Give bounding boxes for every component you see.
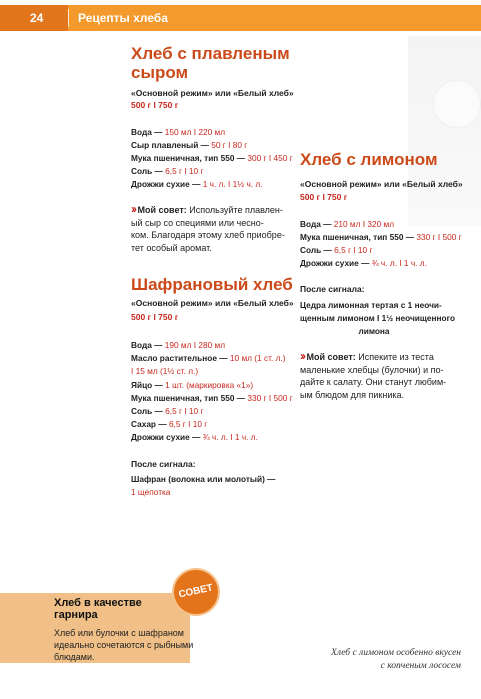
ingredient-name: Дрожжи сухие (131, 432, 190, 442)
ingredient-row: Соль — 6,5 г I 10 г (131, 166, 204, 176)
recipe1-mode: «Основной режим» или «Белый хлеб» (131, 88, 294, 98)
ingredient-row: Соль — 6,5 г I 10 г (300, 245, 373, 255)
tip-label: Мой совет: (137, 205, 187, 215)
ingredient-row: Дрожжи сухие — ¾ ч. л. I 1 ч. л. (300, 258, 427, 268)
photo-caption: Хлеб с лимоном особенно вкусен с копченым лососем (331, 648, 461, 671)
ingredient-row: Сыр плавленый — 50 г I 80 г (131, 140, 248, 150)
recipe3-size: 500 г I 750 г (300, 192, 348, 202)
ingredient-row: Яйцо — 1 шт. (маркировка «1») (131, 380, 254, 390)
ingredient-row: Мука пшеничная, тип 550 — 300 г I 450 г (131, 153, 293, 163)
ingredient-name: Вода (131, 127, 152, 137)
ingredient-amount: ¾ ч. л. I 1 ч. л. (371, 258, 427, 268)
ingredient-amount: 190 мл I 280 мл (164, 340, 226, 350)
ingredient-name: Яйцо (131, 380, 153, 390)
recipe1-title (131, 44, 290, 82)
page-header (0, 0, 481, 35)
ingredient-name: Дрожжи сухие (131, 179, 190, 189)
after-signal-item: Шафран (волокна или молотый) — (131, 474, 276, 484)
chevron-right-icon: ›› (131, 202, 135, 216)
after-signal-amount: 1 щепотка (131, 487, 171, 497)
ingredient-amount: 1 ч. л. I 1½ ч. л. (202, 179, 263, 189)
ingredient-row: Соль — 6,5 г I 10 г (131, 406, 204, 416)
recipe1-size: 500 г I 750 г (131, 100, 179, 110)
ingredient-amount: 6,5 г I 10 г (334, 245, 373, 255)
ingredient-name: Соль (131, 166, 153, 176)
header-separator (68, 9, 69, 27)
recipe3-title: Хлеб с лимоном (300, 150, 438, 169)
tip-line: ым блюдом для пикника. (300, 389, 405, 400)
ingredient-row: Вода — 190 мл I 280 мл (131, 340, 226, 350)
tip-box-title: Хлеб в качестве гарнира (54, 597, 142, 621)
ingredient-amount: 150 мл I 220 мл (164, 127, 226, 137)
recipe1-tip (131, 203, 291, 254)
ingredient-row: Мука пшеничная, тип 550 — 330 г I 500 г (131, 393, 293, 403)
after-signal-text: Цедра лимонная тертая с 1 неочи- щенным лимоном I 1½ неочищенного лимона (300, 300, 456, 336)
page-number: 24 (0, 5, 68, 31)
ingredient-row: Дрожжи сухие — ¾ ч. л. I 1 ч. л. (131, 432, 258, 442)
tip-line: Испеките из теста (358, 352, 434, 362)
ingredient-name: Дрожжи сухие (300, 258, 359, 268)
ingredient-name: Сыр плавленый (131, 140, 199, 150)
recipe2-title: Шафрановый хлеб (131, 275, 293, 294)
tip-line: Используйте плавлен- (189, 205, 283, 215)
ingredient-row (131, 366, 198, 376)
ingredient-name: Вода (300, 219, 321, 229)
ingredient-amount: 300 г I 450 г (247, 153, 293, 163)
tip-line: ком. Благодаря этому хлеб приобре- (131, 230, 285, 240)
ingredient-name: Масло растительное (131, 353, 217, 363)
ingredient-name: Мука пшеничная, тип 550 (131, 153, 235, 163)
sovet-badge: СОВЕТ (170, 566, 222, 618)
ingredient-amount: ¾ ч. л. I 1 ч. л. (202, 432, 258, 442)
tip-box-body: Хлеб или булочки с шафраном идеально сочетаются с рыбными блюдами. (54, 628, 194, 662)
tip-label: Мой совет: (306, 352, 356, 362)
recipe3-tip (300, 350, 470, 401)
ingredient-amount: 1 шт. (маркировка «1») (165, 380, 254, 390)
ingredient-amount: 10 мл (1 ст. л.) (229, 353, 286, 363)
ingredient-amount: 6,5 г I 10 г (165, 166, 204, 176)
after-signal-label: После сигнала: (300, 284, 365, 294)
tip-line: ый сыр со специями или чесно- (131, 217, 264, 228)
ingredient-name: Мука пшеничная, тип 550 (300, 232, 404, 242)
ingredient-row: Вода — 210 мл I 320 мл (300, 219, 395, 229)
ingredient-name: Соль (131, 406, 153, 416)
ingredient-name: Мука пшеничная, тип 550 (131, 393, 235, 403)
ingredient-row: Вода — 150 мл I 220 мл (131, 127, 226, 137)
tip-line: тет особый аромат. (131, 242, 212, 253)
ingredient-amount: 50 г I 80 г (211, 140, 248, 150)
recipe3-mode: «Основной режим» или «Белый хлеб» (300, 179, 463, 189)
recipe1-title-line2: сыром (131, 63, 189, 82)
ingredient-amount: 6,5 г I 10 г (168, 419, 208, 429)
ingredient-name: Соль (300, 245, 322, 255)
tip-line: дайте к салату. Они станут любим- (300, 377, 447, 387)
ingredient-row: Масло растительное — 10 мл (1 ст. л.) (131, 353, 286, 363)
section-title: Рецепты хлеба (78, 11, 168, 25)
ingredient-row: Мука пшеничная, тип 550 — 330 г I 500 г (300, 232, 462, 242)
ingredient-amount: 6,5 г I 10 г (165, 406, 204, 416)
recipe2-mode: «Основной режим» или «Белый хлеб» (131, 298, 294, 308)
bleed-through-circle (433, 80, 481, 128)
ingredient-row: Сахар — 6,5 г I 10 г (131, 419, 208, 429)
ingredient-amount: 330 г I 500 г (247, 393, 293, 403)
ingredient-amount: 330 г I 500 г (416, 232, 462, 242)
ingredient-amount: 210 мл I 320 мл (333, 219, 395, 229)
after-signal-label: После сигнала: (131, 459, 196, 469)
tip-line: маленькие хлебцы (булочки) и по- (300, 364, 444, 375)
ingredient-name: Сахар (131, 419, 157, 429)
recipe2-size: 500 г I 750 г (131, 312, 179, 322)
recipe1-title-line1: Хлеб с плавленым (131, 44, 290, 63)
chevron-right-icon: ›› (300, 349, 304, 363)
ingredient-name: Вода (131, 340, 152, 350)
bleed-through-area (408, 36, 481, 226)
ingredient-row: Дрожжи сухие — 1 ч. л. I 1½ ч. л. (131, 179, 263, 189)
ingredient-amount: I 15 мл (1½ ст. л.) (131, 366, 199, 376)
